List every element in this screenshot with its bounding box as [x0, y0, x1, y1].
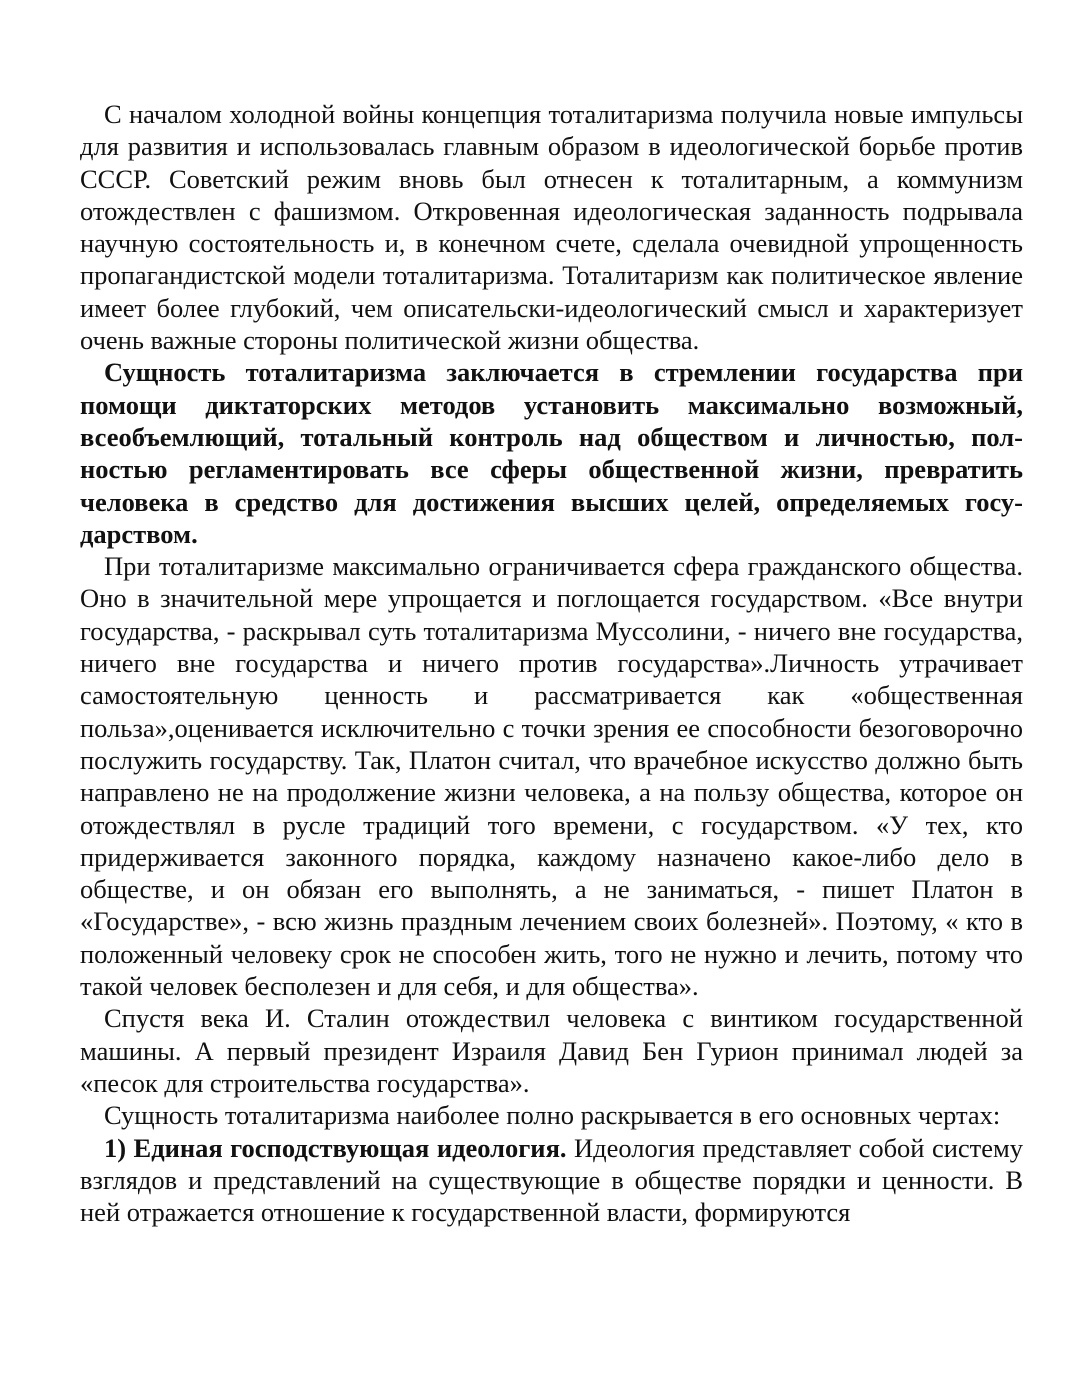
paragraph-stalin: Спустя века И. Сталин отождествил человека с винтиком государственной машины. А первый президент Израиля Давид Бен Гурион принимал людей за «песок для строительства государства». [80, 1003, 1023, 1098]
paragraph-civil-society: При тоталитаризме максимально ограничивается сфера гражданского общества. Оно в значительной мере упрощается и поглощается государством. «Все внутри государства, - раскрывал суть тоталитаризма Муссолини, - ничего вне государства, ничего вне государства и ничего против государства».Личность утрачивает самостоятельную ценность и рассматривается как «общественная польза»,оценивается исключительно с точки зрения ее способности безоговорочно послужить государству. Так, Платон считал, что врачебное искусство должно быть направлено не на продолжение жизни человека, а на пользу общества, которое он отождествлял в русле традиций того времени, с государством. «У тех, кто придерживается законного порядка, каждому назначено какое-либо дело в обществе, и он обязан его выполнять, а не заниматься, - пишет Платон в «Государстве», - всю жизнь праздным лечением своих болезней». Поэтому, « кто в положенный человеку срок не способен жить, того не нужно и лечить, потому что такой человек бесполезен и для себя, и для общества». [80, 551, 1023, 1002]
paragraph-essence-definition: Сущность тоталитаризма заключается в стремлении государства при помощи диктаторских методов установить максимально возможный, всеобъемлющий, тотальный контроль над обществом и личностью, полностью регламентировать все сферы общественной жизни, превратить человека в средство для достижения высших целей, определяемых государством. [80, 357, 1023, 549]
paragraph-features-intro: Сущность тоталитаризма наиболее полно раскрывается в его основных чертах: [104, 1100, 1001, 1131]
paragraph-cold-war: С началом холодной войны концепция тоталитаризма получила новые импульсы для развития и использовалась главным образом в идеологической борьбе против СССР. Советский режим вновь был отнесен к тоталитарным, а коммунизм отождествлен с фашизмом. Откровенная идеологическая заданность подрывала научную состоятельность и, в конечном счете, сделала очевидной упрощенность пропагандистской модели тоталитаризма. Тоталитаризм как политическое явление имеет более глубокий, чем описательски-идеологический смысл и характеризует очень важные стороны политической жизни общества. [80, 99, 1023, 356]
feature-text: Идеология представляет собой систему взглядов и представлений на существующие в обществе порядки и ценности. В ней отражается отношение к государственной власти, формируются [80, 1132, 1024, 1228]
paragraph-feature-ideology [80, 1132, 1023, 1229]
feature-heading: 1) Единая господствующая идеология. [104, 1132, 567, 1163]
document-page [80, 98, 1023, 1228]
